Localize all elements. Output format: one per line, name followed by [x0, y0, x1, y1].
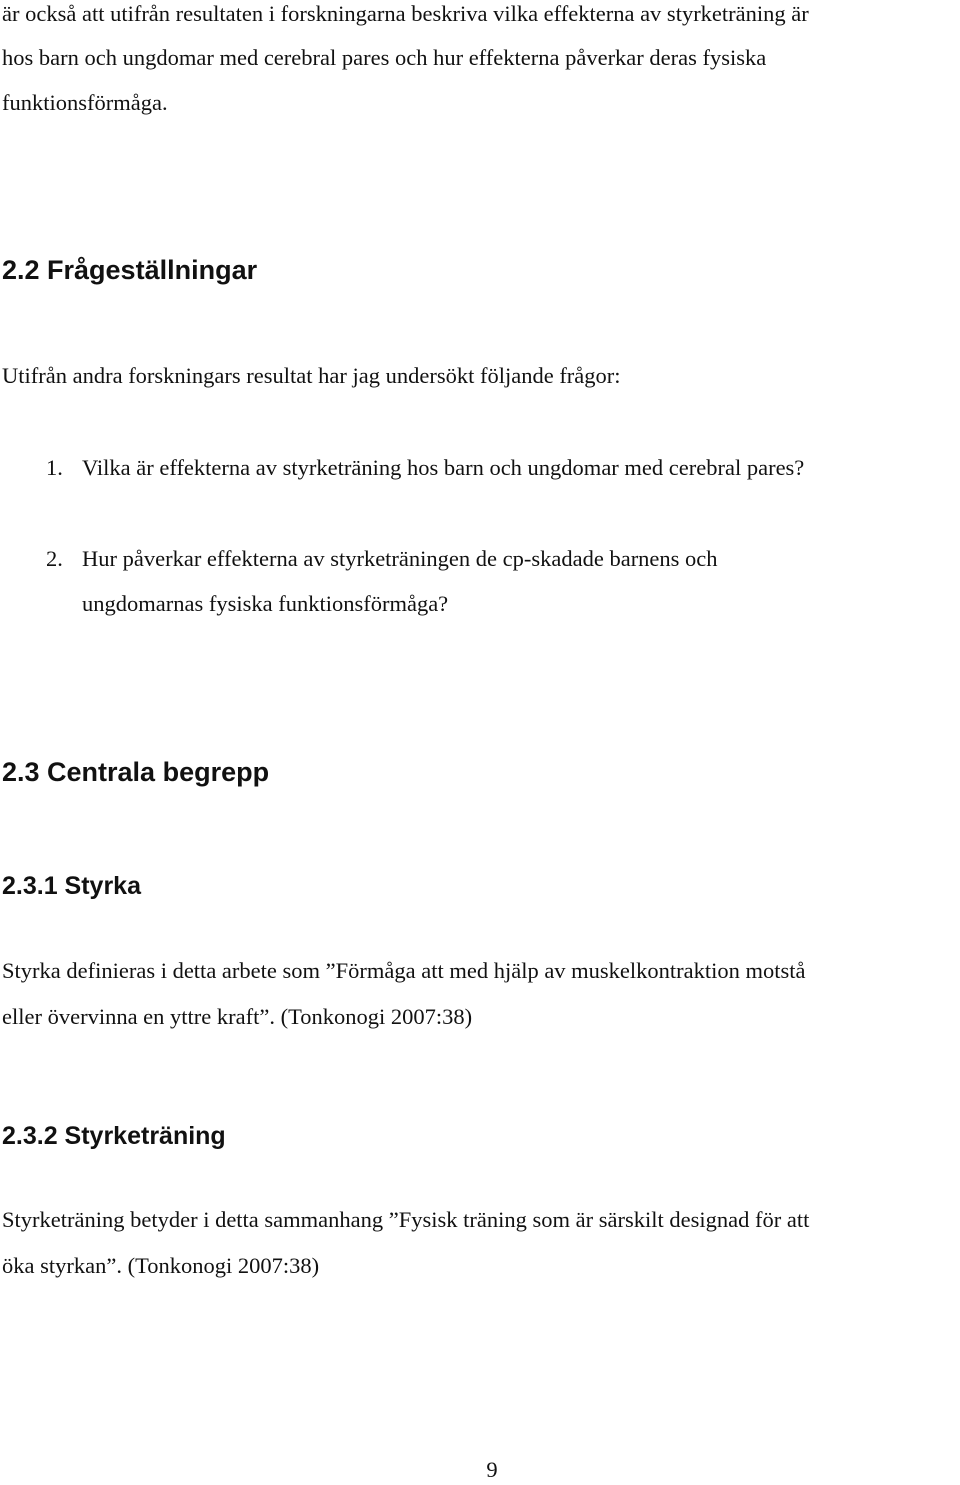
intro-line-1: är också att utifrån resultaten i forskningarna beskriva vilka effekterna av styrketräning är — [2, 1, 809, 26]
question-2-number: 2. — [46, 546, 63, 571]
page-number: 9 — [486, 1457, 498, 1482]
subsection-heading-2-3-1: 2.3.1 Styrka — [2, 872, 141, 900]
intro-line-3: funktionsförmåga. — [2, 90, 168, 115]
subsection-heading-2-3-2: 2.3.2 Styrketräning — [2, 1122, 226, 1150]
question-2-text: Hur påverkar effekterna av styrketräningen de cp-skadade barnens och — [82, 546, 718, 571]
question-2-text-continued: ungdomarnas fysiska funktionsförmåga? — [82, 591, 449, 616]
question-1-text: Vilka är effekterna av styrketräning hos barn och ungdomar med cerebral pares? — [82, 455, 805, 480]
section-heading-2-2: 2.2 Frågeställningar — [2, 255, 258, 285]
styrketraning-definition-line-2: öka styrkan”. (Tonkonogi 2007:38) — [2, 1253, 320, 1278]
styrketraning-definition-line-1: Styrketräning betyder i detta sammanhang ”Fysisk träning som är särskilt designad för att — [2, 1207, 810, 1232]
question-1 — [46, 454, 804, 482]
styrka-definition-line-2: eller övervinna en yttre kraft”. (Tonkonogi 2007:38) — [2, 1004, 473, 1029]
styrka-definition-line-1: Styrka definieras i detta arbete som ”Förmåga att med hjälp av muskelkontraktion motstå — [2, 958, 806, 983]
questions-lead: Utifrån andra forskningars resultat har jag undersökt följande frågor: — [2, 363, 621, 388]
section-heading-2-3: 2.3 Centrala begrepp — [2, 757, 270, 787]
question-2 — [46, 545, 718, 573]
question-1-number: 1. — [46, 455, 63, 480]
intro-line-2: hos barn och ungdomar med cerebral pares och hur effekterna påverkar deras fysiska — [2, 45, 767, 70]
